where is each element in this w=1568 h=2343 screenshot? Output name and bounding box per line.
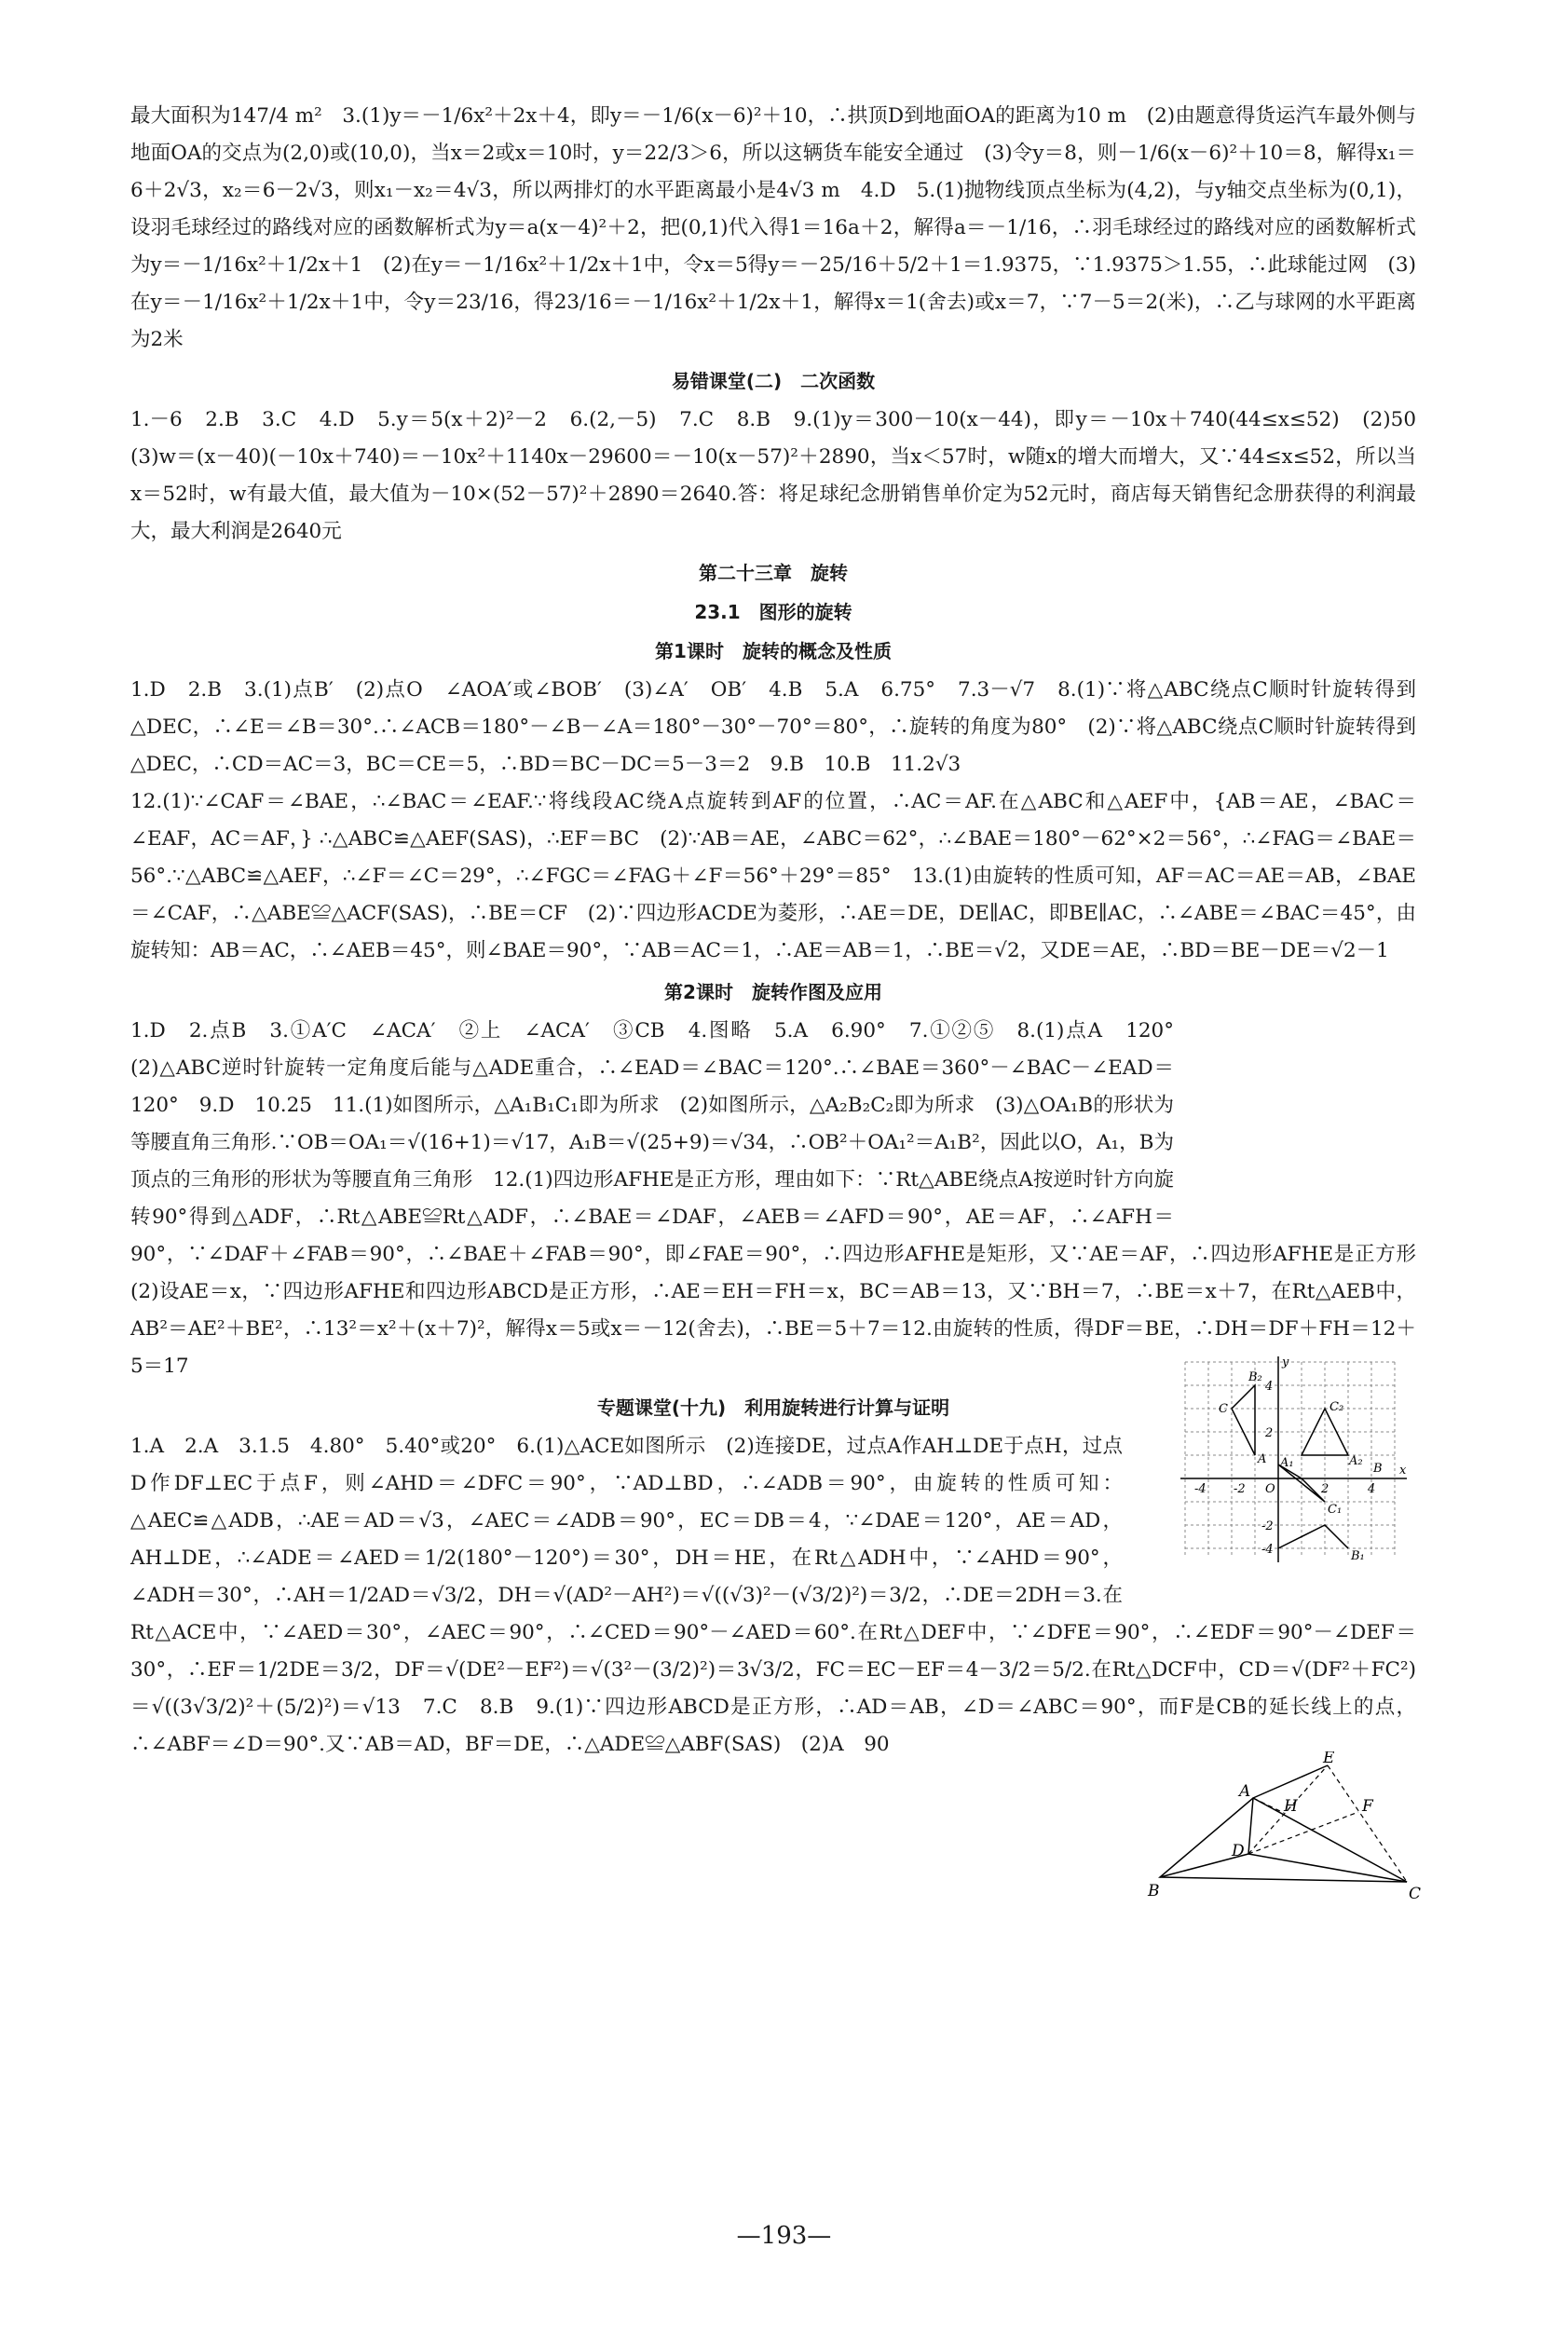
point-label: E xyxy=(1323,1751,1335,1767)
coordinate-grid-figure xyxy=(1176,1353,1413,1567)
tick-label: 4 xyxy=(1265,1380,1274,1394)
triangle-figure xyxy=(1146,1751,1425,1905)
tick-label: O xyxy=(1265,1482,1275,1496)
point-label: B xyxy=(1373,1462,1383,1476)
answer-paragraph-4: 12.(1)∵∠CAF＝∠BAE，∴∠BAC＝∠EAF.∵将线段AC绕A点旋转到AF的位置，∴AC＝AF.在△ABC和△AEF中，{AB＝AE，∠BAC＝∠EAF，AC＝AF，} ∴△ABC≌△AEF(SAS)，∴EF＝BC (2)∵AB＝AE，∠ABC＝62°，∴∠BAE＝180°－62°×2＝56°，∴∠FAG＝∠BAE＝56°.∵△ABC≌△AEF，∴∠F＝∠C＝29°，∴∠FGC＝∠FAG＋∠F＝56°＋29°＝85° 13.(1)由旋转的性质可知，AF＝AC＝AE＝AB，∠BAE＝∠CAF，∴△ABE≌△ACF(SAS)，∴BE＝CF (2)∵四边形ACDE为菱形，∴AE＝DE，DE∥AC，即BE∥AC，∴∠ABE＝∠BAC＝45°，由旋转知：AB＝AC，∴∠AEB＝45°，则∠BAE＝90°，∵AB＝AC＝1，∴AE＝AB＝1，∴BE＝√2，又DE＝AE，∴BD＝BE－DE＝√2－1 xyxy=(130,790,1416,962)
point-label: A₂ xyxy=(1349,1454,1363,1468)
axis-label-x: x xyxy=(1399,1464,1407,1478)
point-label: D xyxy=(1232,1842,1245,1860)
point-label: C₁ xyxy=(1328,1503,1343,1517)
answer-paragraph-2: 1.－6 2.B 3.C 4.D 5.y＝5(x＋2)²－2 6.(2,－5) 7.C 8.B 9.(1)y＝300－10(x－44)，即y＝－10x＋740(44≤x≤52) (2)50 (3)w＝(x－40)(－10x＋740)＝－10x²＋1140x－29600＝－10(x－57)²＋2890，当x＜57时，w随x的增大而增大，又∵44≤x≤52，所以当x＝52时，w有最大值，最大值为－10×(52－57)²＋2890＝2640.答：将足球纪念册销售单价定为52元时，商店每天销售纪念册获得的利润最大，最大利润是2640元 xyxy=(130,408,1437,543)
triangle-abc xyxy=(1232,1385,1255,1455)
page-number: —193— xyxy=(736,2222,832,2250)
segment-ae xyxy=(1253,1765,1328,1798)
segment-ad xyxy=(1248,1798,1253,1854)
answer-paragraph-5: 1.D 2.点B 3.①A′C ∠ACA′ ②上 ∠ACA′ ③CB 4.图略 5.A 6.90° 7.①②⑤ 8.(1)点A 120° (2)△ABC逆时针旋转一定角度后能与△ADE重合，∴∠EAD＝∠BAC＝120°.∴∠BAE＝360°－∠BAC－∠EAD＝120° 9.D 10.25 11.(1)如图所示，△A₁B₁C₁即为所求 (2)如图所示，△A₂B₂C₂即为所求 (3)△OA₁B的形状为等腰直角三角形.∵OB＝OA₁＝√(16+1)＝√17，A₁B＝√(25+9)＝√34，∴OB²＋OA₁²＝A₁B²，因此以O，A₁，B为顶点的三角形的形状为等腰直角三角形 12.(1)四边形AFHE是正方形，理由如下：∵Rt△ABE绕点A按逆时针方向旋转90°得到△ADF，∴Rt△ABE≌Rt△ADF，∴∠BAE＝∠DAF，∠AEB＝∠AFD＝90°，AE＝AF，∴∠AFH＝90°，∵∠DAF＋∠FAB＝90°，∴∠BAE＋∠FAB＝90°，即∠FAE＝90°，∴四边形AFHE是矩形，又∵AE＝AF，∴四边形AFHE是正方形 (2)设AE＝x，∵四边形AFHE和四边形ABCD是正方形，∴AE＝EH＝FH＝x，BC＝AB＝13，又∵BH＝7，∴BE＝x＋7，在Rt△AEB中，AB²＝AE²＋BE²，∴13²＝x²＋(x＋7)²，解得x＝5或x＝－12(舍去)，∴BE＝5＋7＝12.由旋转的性质，得DF＝BE，∴DH＝DF＋FH＝12＋5＝17 xyxy=(130,1019,1437,1378)
answer-paragraph-3: 1.D 2.B 3.(1)点B′ (2)点O ∠AOA′或∠BOB′ (3)∠A′ OB′ 4.B 5.A 6.75° 7.3－√7 8.(1)∵将△ABC绕点C顺时针旋转得到△DEC，∴∠E＝∠B＝30°.∴∠ACB＝180°－∠B－∠A＝180°－30°－70°＝80°，∴旋转的角度为80° (2)∵将△ABC绕点C顺时针旋转得到△DEC，∴CD＝AC＝3，BC＝CE＝5，∴BD＝BC－DC＝5－3＝2 9.B 10.B 11.2√3 xyxy=(130,678,1416,776)
topic-heading: 专题课堂(十九) 利用旋转进行计算与证明 xyxy=(596,1396,950,1419)
point-label: A₁ xyxy=(1280,1456,1294,1470)
segment-df xyxy=(1248,1812,1358,1854)
tick-label: -2 xyxy=(1234,1482,1246,1496)
axis-label-y: y xyxy=(1282,1355,1289,1369)
tick-label: -2 xyxy=(1261,1519,1274,1533)
point-label: B₁ xyxy=(1351,1549,1365,1563)
point-label: F xyxy=(1362,1797,1373,1816)
tick-label: 2 xyxy=(1265,1426,1274,1440)
answer-paragraph-1: 最大面积为147/4 m² 3.(1)y＝－1/6x²＋2x＋4，即y＝－1/6(x－6)²＋10，∴拱顶D到地面OA的距离为10 m (2)由题意得货运汽车最外侧与地面OA的交点为(2,0)或(10,0)，当x＝2或x＝10时，y＝22/3＞6，所以这辆货车能安全通过 (3)令y＝8，则－1/6(x－6)²＋10＝8，解得x₁＝6＋2√3，x₂＝6－2√3，则x₁－x₂＝4√3，所以两排灯的水平距离最小是4√3 m 4.D 5.(1)抛物线顶点坐标为(4,2)，与y轴交点坐标为(0,1)，设羽毛球经过的路线对应的函数解析式为y＝a(x－4)²＋2，把(0,1)代入得1＝16a＋2，解得a＝－1/16，∴羽毛球经过的路线对应的函数解析式为y＝－1/16x²＋1/2x＋1 (2)在y＝－1/16x²＋1/2x＋1中，令x＝5得y＝－25/16＋5/2＋1＝1.9375，∵1.9375＞1.55，∴此球能过网 (3)在y＝－1/16x²＋1/2x＋1中，令y＝23/16，得23/16＝－1/16x²＋1/2x＋1，解得x＝1(舍去)或x＝7，∵7－5＝2(米)，∴乙与球网的水平距离为2米 xyxy=(130,104,1416,351)
point-label: B xyxy=(1148,1882,1160,1900)
point-label: B₂ xyxy=(1248,1370,1262,1384)
answer-paragraph-6: 1.A 2.A 3.1.5 4.80° 5.40°或20° 6.(1)△ACE如图所示 (2)连接DE，过点A作AH⊥DE于点H，过点D作DF⊥EC于点F，则∠AHD＝∠DFC＝90°，∵AD⊥BD，∴∠ADB＝90°，由旋转的性质可知：△AEC≌△ADB，∴AE＝AD＝√3，∠AEC＝∠ADB＝90°，EC＝DB＝4，∵∠DAE＝120°，AE＝AD，AH⊥DE，∴∠ADE＝∠AED＝1/2(180°－120°)＝30°，DH＝HE，在Rt△ADH中，∵∠AHD＝90°，∠ADH＝30°，∴AH＝1/2AD＝√3/2，DH＝√(AD²－AH²)＝√((√3)²－(√3/2)²)＝3/2，∴DE＝2DH＝3.在Rt△ACE中，∵∠AED＝30°，∠AEC＝90°，∴∠CED＝90°－∠AED＝60°.在Rt△DEF中，∵∠DFE＝90°，∴∠EDF＝90°－∠DEF＝30°，∴EF＝1/2DE＝3/2，DF＝√(DE²－EF²)＝√(3²－(3/2)²)＝3√3/2，FC＝EC－EF＝4－3/2＝5/2.在Rt△DCF中，CD＝√(DF²＋FC²)＝√((3√3/2)²＋(5/2)²)＝√13 7.C 8.B 9.(1)∵四边形ABCD是正方形，∴AD＝AB，∠D＝∠ABC＝90°，而F是CB的延长线上的点，∴∠ABF＝∠D＝90°.又∵AB＝AD，BF＝DE，∴△ADE≌△ABF(SAS) (2)A 90 xyxy=(130,1435,1416,1756)
tick-label: 4 xyxy=(1368,1482,1376,1496)
tick-label: 2 xyxy=(1321,1482,1329,1496)
point-label: H xyxy=(1284,1797,1298,1816)
point-label: A xyxy=(1258,1452,1267,1466)
point-label: C xyxy=(1409,1885,1422,1903)
chapter-heading: 第二十三章 旋转 xyxy=(699,562,848,584)
section-heading-23-1: 23.1 图形的旋转 xyxy=(694,601,852,623)
tick-label: -4 xyxy=(1261,1543,1274,1557)
tick-label: -4 xyxy=(1194,1482,1207,1496)
segment-dc xyxy=(1248,1854,1407,1882)
triangle-rotated xyxy=(1278,1525,1348,1548)
lesson-heading-2: 第2课时 旋转作图及应用 xyxy=(664,981,882,1003)
lesson-heading-1: 第1课时 旋转的概念及性质 xyxy=(655,640,892,662)
point-label: A xyxy=(1239,1782,1251,1801)
figure-float-spacer-grid xyxy=(1183,1013,1416,1222)
section-heading-mistakes: 易错课堂(二) 二次函数 xyxy=(671,370,876,392)
point-label: C₂ xyxy=(1329,1400,1344,1414)
segment-ec xyxy=(1328,1765,1407,1882)
point-label: C xyxy=(1219,1402,1228,1416)
